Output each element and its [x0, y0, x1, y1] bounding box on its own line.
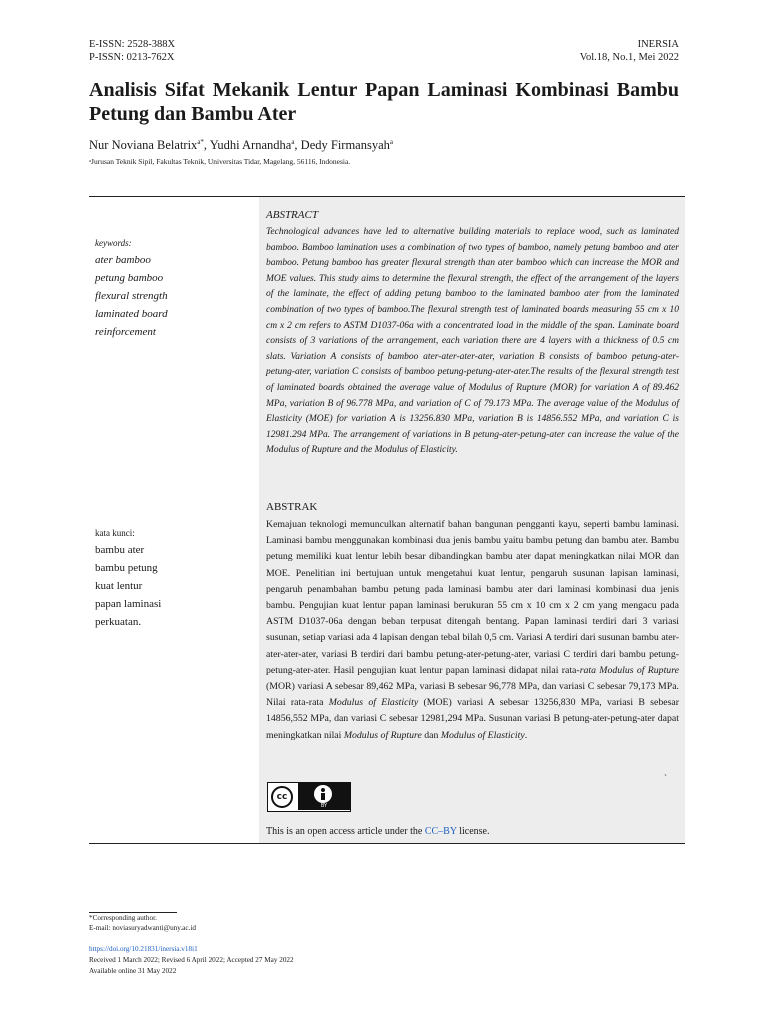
- author-3-sup: a: [389, 138, 394, 146]
- header-left: [89, 38, 175, 64]
- kata-kunci-item: perkuatan.: [95, 616, 142, 628]
- author-3: Dedy Firmansyah: [300, 138, 390, 153]
- doi-link[interactable]: https://doi.org/10.21831/inersia.v18i1: [89, 945, 198, 953]
- author-2: Yudhi Arnandha: [209, 138, 292, 153]
- cc-by-link[interactable]: CC–BY: [424, 826, 457, 837]
- keywords-list: [95, 251, 168, 341]
- eissn: E-ISSN: 2528-388X: [89, 39, 176, 50]
- author-list: Nur Noviana Belatrix$^{a*}$, Yudhi Arnandha$^a$, Dedy Firmansyah$^a$: [89, 138, 394, 153]
- author-1-sup: a*: [197, 138, 204, 146]
- paper-title: Analisis Sifat Mekanik Lentur Papan Laminasi Kombinasi Bambu Petung dan Bambu Ater: [89, 79, 679, 125]
- kata-kunci-item: papan laminasi: [95, 598, 162, 610]
- cc-icon: cc: [271, 786, 293, 808]
- journal-name: INERSIA: [637, 39, 679, 50]
- by-label: BY: [320, 803, 328, 809]
- keyword-item: ater bamboo: [95, 254, 151, 266]
- tick-mark: `: [664, 773, 667, 783]
- corresponding-author: *Corresponding author.: [89, 914, 157, 922]
- cc-by-badge[interactable]: [267, 782, 351, 812]
- pissn: P-ISSN: 0213-762X: [89, 52, 175, 63]
- keywords-label: keywords:: [95, 238, 132, 248]
- kata-kunci-label: kata kunci:: [95, 528, 135, 538]
- kata-kunci-item: bambu petung: [95, 562, 158, 574]
- journal-volume: Vol.18, No.1, Mei 2022: [579, 52, 679, 63]
- keyword-item: flexural strength: [95, 290, 168, 302]
- affiliation: ᵃJurusan Teknik Sipil, Fakultas Teknik, Universitas Tidar, Magelang, 56116, Indonesia.: [89, 157, 351, 166]
- by-section: [298, 783, 350, 810]
- kata-kunci-item: bambu ater: [95, 544, 145, 556]
- bottom-rule: [89, 843, 685, 844]
- person-icon: [314, 785, 332, 803]
- keyword-item: laminated board: [95, 308, 168, 320]
- author-1: Nur Noviana Belatrix: [89, 138, 198, 153]
- open-access-note: This is an open access article under the CC–BY license.: [266, 826, 490, 837]
- keyword-item: reinforcement: [95, 326, 156, 338]
- abstract-heading: ABSTRACT: [266, 209, 318, 221]
- available-online: Available online 31 May 2022: [89, 967, 177, 975]
- abstrak-text: Kemajuan teknologi memunculkan alternatif bahan bangunan pengganti kayu, seperti bambu laminasi. Laminasi bambu menggunakan kombinasi dua jenis bambu yaitu bambu petung dan bambu ater. Bambu petung memiliki kuat lentur lebih besar dibandingkan bambu ater dapat meningkatkan nilai MOR dan MOE. Penelitian ini bertujuan untuk mengetahui kuat lentur, pengaruh susunan lapisan laminasi, pengaruh penambahan bambu petung pada laminasi bambu ater dari laminasi kombinasi dua jenis bambu. Pengujian kuat lentur papan laminasi berukuran 55 cm x 10 cm x 2 cm yang mengacu pada ASTM D1037-06a dengan beban terpusat ditengah bentang. Papan laminasi terdiri dari 3 variasi susunan, setiap variasi ada 4 lapisan dengan tebal bilah 0,5 cm. Variasi A terdiri dari susunan bambu ater-ater-ater-ater, variasi B terdiri dari bambu petung-ater-petung-ater, variasi C terdiri dari bambu petung-petung-ater-ater. Hasil pengujian kuat lentur papan laminasi didapat nilai rata-rata Modulus of Rupture (MOR) variasi A sebesar 89,462 MPa, variasi B sebesar 96,778 MPa, dan variasi C sebesar 79,173 MPa. Nilai rata-rata Modulus of Elasticity (MOE) variasi A sebesar 13256,830 MPa, variasi B sebesar 14856,552 MPa, dan variasi C sebesar 12981,294 MPa. Susunan variasi B petung-ater-petung-ater dapat meningkatkan nilai Modulus of Rupture dan Modulus of Elasticity.: [266, 519, 679, 741]
- received-dates: Received 1 March 2022; Revised 6 April 2022; Accepted 27 May 2022: [89, 956, 294, 964]
- keyword-item: petung bamboo: [95, 272, 164, 284]
- author-2-sup: a: [291, 138, 295, 146]
- kata-kunci-list: [95, 541, 161, 631]
- abstract-text: Technological advances have led to alternative building materials to replace wood, such as laminated bamboo. Bamboo lamination uses a combination of two types of bamboo, namely petung bamboo and ater bamboo. Petung bamboo has greater flexural strength than ater bamboo which can increase the MOR and MOE values. This study aims to determine the flexural strength, the effect of the arrangement of the layers of the laminate, the effect of adding petung bamboo to the laminated bamboo ater from the laminated combination of two types of bamboo.The flexural strength test of laminated boards measuring 55 cm x 10 cm x 2 cm refers to ASTM D1037-06a with a concentrated load in the middle of the span. Laminate board consists of 3 variations of the arrangement, each variation there are 4 layers with a thickness of 0.5 cm slats. Variation A consists of bamboo ater-ater-ater-ater, variation B consists of bamboo petung-ater-petung-ater, variation C consists of bamboo petung-petung-ater-ater.The results of the flexural strength test of laminated boards obtained the average value of Modulus of Rupture (MOR) for variation A of 89.462 MPa, variation B of 96.778 MPa, and variation of C of 79.173 MPa. The average value of the Modulus of Elasticity (MOE) for variation A is 13256.830 MPa, variation B is 14856.552 MPa, and variation C is 12981.294 MPa. The arrangement of variations in B petung-ater-petung-ater can increase the value of the Modulus of Rupture and the Modulus of Elasticity.: [266, 227, 679, 456]
- author-email: E-mail: noviasuryadwanti@uny.ac.id: [89, 924, 196, 932]
- footnote-rule: [89, 912, 177, 913]
- kata-kunci-item: kuat lentur: [95, 580, 143, 592]
- abstrak-heading: ABSTRAK: [266, 501, 318, 513]
- header-right: [580, 38, 679, 64]
